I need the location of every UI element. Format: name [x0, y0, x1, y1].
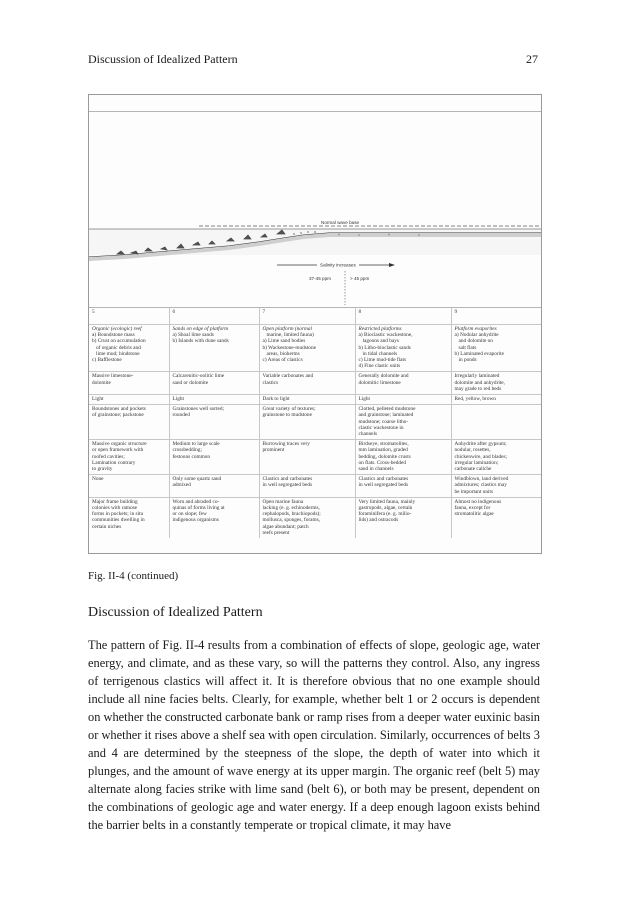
facies-cell [451, 325, 541, 372]
cell-line: nodular, rosettes, [454, 447, 491, 454]
cell-line: chickenwire, and blades; [454, 453, 508, 460]
cell-line: mm lamination, graded [358, 447, 408, 454]
cell-line: Medium to large scale [172, 441, 220, 448]
cell-line: crossbedding; [172, 447, 202, 454]
table-cell [451, 405, 541, 440]
cell-line: lagoons and bays [362, 338, 399, 345]
facies-title: Restricted platforms [358, 326, 402, 332]
facies-cell [169, 325, 259, 372]
table-cell [355, 475, 451, 498]
cell-line: Only some quartz sand [172, 476, 222, 483]
table-cell: Dark to light [259, 395, 355, 405]
cell-line: a) Bioclastic wackestone, [358, 332, 413, 339]
facies-title: Open platform (normal [262, 326, 312, 332]
table-cell [89, 475, 169, 498]
figure-top-band [89, 95, 541, 112]
cell-line: Clotted, pelleted mudstone [358, 406, 416, 413]
wave-base-label: Normal wave base [321, 220, 360, 225]
table-cell [451, 372, 541, 395]
facies-number-row [89, 308, 541, 325]
cell-line: roofed cavities; [92, 453, 125, 460]
table-cell [89, 497, 169, 538]
table-cell: Light [355, 395, 451, 405]
table-cell [89, 405, 169, 440]
fauna-row [89, 497, 541, 538]
table-cell: Red, yellow, brown [451, 395, 541, 405]
cell-line: of organic debris and [96, 344, 141, 351]
cell-line: a) Nodular anhydrite [454, 332, 499, 339]
table-cell [259, 372, 355, 395]
cell-line: sand in channels [358, 466, 394, 473]
facies-title: Organic (ecologic) reef [92, 326, 142, 332]
cell-line: a) Lime sand bodies [262, 338, 306, 345]
cell-line: reefs present [262, 529, 290, 536]
cell-line: None [92, 476, 104, 483]
facies-profile-diagram [89, 213, 541, 305]
cell-line: in well segregated beds [262, 482, 313, 489]
cell-line: Grainstones well sorted; [172, 406, 224, 413]
table-cell [451, 440, 541, 475]
cell-line: Very limited fauna, mainly [358, 498, 416, 505]
cell-line: and dolomite on [458, 338, 493, 345]
cell-line: foraminifera (e. g. milio- [358, 511, 412, 518]
cell-line: in tidal channels [362, 350, 398, 357]
table-cell: Light [169, 395, 259, 405]
cell-line: stromatolitic algae [454, 511, 494, 518]
cell-line: Open marine fauna [262, 498, 304, 505]
table-cell [169, 372, 259, 395]
cell-line: Great variety of textures; [262, 406, 316, 413]
facies-cell [355, 325, 451, 372]
cell-line: of grainstone; packstone [92, 412, 144, 419]
cell-line: clastic wackestone in [358, 424, 404, 431]
cell-line: on flats. Cross-bedded [358, 459, 407, 466]
cell-line: admixtures; clastics may [454, 482, 507, 489]
salinity-arrow-head [389, 263, 395, 267]
cell-line: c) Lime mud-tide flats [358, 357, 407, 364]
table-cell [259, 475, 355, 498]
table-cell [89, 440, 169, 475]
table-cell [355, 497, 451, 538]
cell-line: colonies with ramose [92, 505, 138, 512]
cell-line: marine, limited fauna) [266, 332, 314, 339]
running-title: Discussion of Idealized Pattern [88, 52, 238, 66]
cell-line: in ponds [458, 357, 477, 364]
facies-title: Platform evaporites [454, 326, 497, 332]
cell-line: or open framework with [92, 447, 144, 454]
table-cell [259, 440, 355, 475]
cell-line: areas, bioherms [266, 350, 300, 357]
table-cell [169, 440, 259, 475]
cell-line: to gravity [92, 466, 113, 473]
cell-line: Calcarenitic-oolitic lime [172, 373, 225, 380]
cell-line: c) Areas of clastics [262, 357, 303, 364]
cell-line: Major frame building [92, 498, 138, 505]
figure-panel [88, 94, 542, 554]
structure-row [89, 440, 541, 475]
cell-line: Worn and abraded co- [172, 498, 220, 505]
lithology-row [89, 372, 541, 395]
facies-number: 7 [259, 308, 355, 325]
figure-caption: Fig. II-4 (continued) [88, 570, 179, 582]
facies-cell [259, 325, 355, 372]
facies-table [89, 307, 541, 538]
cell-line: Boundstones and pockets [92, 406, 146, 413]
cell-line: quinas of forms living at [172, 505, 225, 512]
table-cell: Light [89, 395, 169, 405]
cell-line: indigenous organisms [172, 517, 219, 524]
cell-line: b) Crust on accumulation [92, 338, 146, 345]
cell-line: certain niches [92, 523, 122, 530]
salinity-low-label: 37-45 ppm [309, 276, 331, 281]
cell-line: lacking (e. g. echinoderms, [262, 505, 320, 512]
table-cell [259, 497, 355, 538]
facies-name-row [89, 325, 541, 372]
cell-line: Massive organic structure [92, 441, 147, 448]
cell-line: carbonate caliche [454, 466, 492, 473]
cell-line: in well segregated beds [358, 482, 409, 489]
section-heading: Discussion of Idealized Pattern [88, 605, 263, 620]
cell-line: lids) and ostracods [358, 517, 399, 524]
cell-line: grainstone to mudstone [262, 412, 312, 419]
table-cell [169, 497, 259, 538]
cell-line: sand or dolomite [172, 379, 209, 386]
table-cell [355, 440, 451, 475]
body-paragraph: The pattern of Fig. II-4 results from a combination of effects of slope, geologic age, water energy, and climate, and as these vary, so will the patterns they control. Also, any ingress of terrigenous clastics will affect it. It is therefore obvious that no one example should include all nine facies belts. Clearly, for example, whether belt 1 or 2 occurs is dependent on whether the constructed carbonate bank or ramp rises from a deeper water euxinic basin or whether it rises above a shelf sea with open circulation. Similarly, occurrences of belts 3 and 4 are determined by the steepness of the slope, the depth of water into which it plunges, and the amount of wave energy at its upper margin. The organic reef (belt 5) may alternate along facies strike with lime sand (belt 6), or both may be present, dependent on the combinations of geologic age and water energy. If a deep enough lagoon exists behind the barrier belts in a constantly temperate or tropical climate, it may have [88, 638, 540, 832]
cell-line: a) Shoal lime sands [172, 332, 214, 339]
cell-line: Massive limestone- [92, 373, 134, 380]
cell-line: admixed [172, 482, 191, 489]
table-cell [89, 372, 169, 395]
table-cell [169, 405, 259, 440]
cell-line: c) Bafflestone [92, 357, 122, 364]
cell-line: rounded [172, 412, 190, 419]
facies-number: 8 [355, 308, 451, 325]
table-cell [355, 405, 451, 440]
cell-line: salt flats [458, 344, 477, 351]
table-cell [451, 475, 541, 498]
page-number: 27 [526, 52, 538, 66]
cell-line: a) Boundstone mass [92, 332, 135, 339]
running-header [88, 52, 538, 70]
terrigenous-row [89, 475, 541, 498]
cell-line: gastropods, algae, certain [358, 505, 413, 512]
cell-line: channels [358, 431, 378, 438]
cell-line: Variable carbonates and [262, 373, 314, 380]
cell-line: b) Wackestone-mudstone [262, 344, 316, 351]
cell-line: lime mud; bindstone [96, 350, 140, 357]
cell-line: Almost no indigenous [454, 498, 502, 505]
cell-line: communities dwelling in [92, 517, 145, 524]
cell-line: Anhydrite after gypsum; [454, 441, 507, 448]
cell-line: and grainstone; laminated [358, 412, 414, 419]
facies-title: Sands on edge of platform [172, 326, 229, 332]
facies-number: 9 [451, 308, 541, 325]
cell-line: clastics [262, 379, 279, 386]
table-cell [355, 372, 451, 395]
cell-line: irregular lamination; [454, 459, 499, 466]
cell-line: d) Fine clastic units [358, 363, 401, 370]
cell-line: forms in pockets; in situ [92, 511, 144, 518]
cell-line: Generally dolomite and [358, 373, 409, 380]
table-cell [259, 405, 355, 440]
facies-number: 6 [169, 308, 259, 325]
cell-line: or on slope; few [172, 511, 207, 518]
cell-line: be important units [454, 488, 494, 495]
cell-line: b) Laminated evaporite [454, 350, 504, 357]
cell-line: dolomite and anhydrite, [454, 379, 505, 386]
cell-line: Birdseye, stromatolites, [358, 441, 409, 448]
cell-line: cephalopods, brachiopods); [262, 511, 321, 518]
salinity-high-label: > 45 ppm [350, 276, 370, 281]
grain-type-row [89, 405, 541, 440]
cell-line: mollusca, sponges, forams, [262, 517, 321, 524]
cell-line: dolomite [92, 379, 111, 386]
table-cell [451, 497, 541, 538]
salinity-label: Salinity increases [320, 262, 356, 268]
cell-line: Clastics and carbonates [262, 476, 313, 483]
cell-line: algae abundant; patch [262, 523, 309, 530]
cell-line: bedding, dolomite crusts [358, 453, 411, 460]
cell-line: festoons common [172, 453, 211, 460]
cell-line: b) Islands with dune sands [172, 338, 229, 345]
cell-line: Windblown, land derived [454, 476, 509, 483]
facies-cell [89, 325, 169, 372]
cell-line: Lamination contrary [92, 459, 136, 466]
table-cell [169, 475, 259, 498]
cell-line: fauna, except for [454, 505, 491, 512]
cell-line: mudstone; coarse litho- [358, 418, 409, 425]
cell-line: may grade to red beds [454, 385, 502, 392]
cell-line: prominent [262, 447, 285, 454]
cell-line: Clastics and carbonates [358, 476, 409, 483]
color-row [89, 395, 541, 405]
cell-line: Burrowing traces very [262, 441, 310, 448]
cell-line: dolomitic limestone [358, 379, 401, 386]
cell-line: b) Litho-bioclastic sands [358, 344, 411, 351]
facies-number: 5 [89, 308, 169, 325]
cell-line: Irregularly laminated [454, 373, 500, 380]
